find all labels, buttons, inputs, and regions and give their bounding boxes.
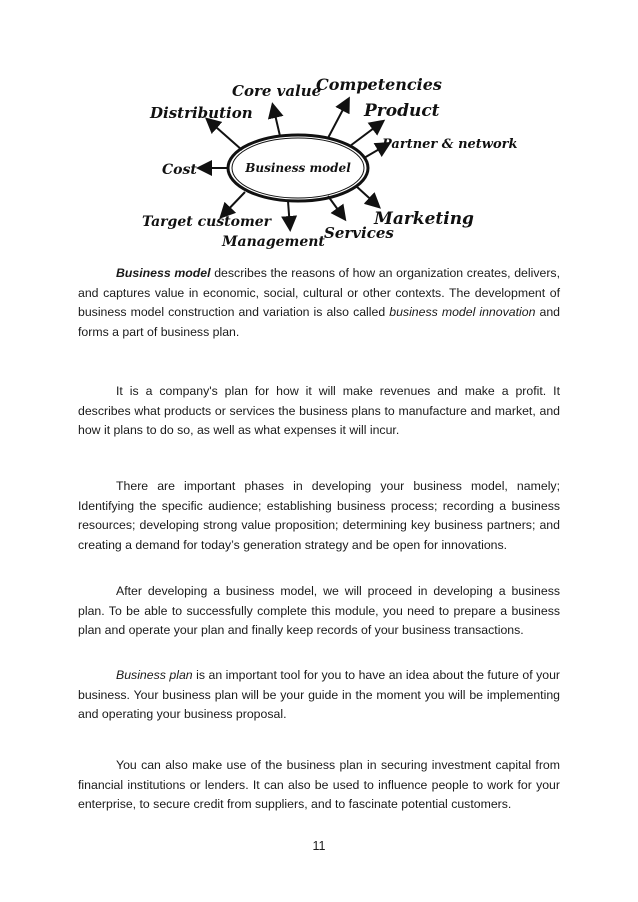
label-product: Product [364,101,440,121]
term-business-model: Business model [116,266,211,280]
business-model-diagram [130,68,530,258]
label-target-customer: Target customer [142,214,272,230]
paragraph-company-plan [78,382,560,441]
paragraph-text: and forms a part of business plan. [78,305,560,339]
paragraph-text: describes the reasons of how an organization creates, delivers, and captures value in economic, social, cultural or other contexts. The development of business model construction and variation is also called [78,266,560,319]
paragraph-text: There are important phases in developing your business model, namely; Identifying the specific audience; establishing business process; recording a business resources; developing strong value proposition; determining key business partners; and creating a demand for today’s generation strategy and be open for innovations. [78,479,560,552]
paragraph-text: It is a company's plan for how it will make revenues and make a profit. It describes what products or services the business plans to manufacture and market, and how it plans to do so, as well as what expenses it will incur. [78,384,560,437]
arrow-marketing [356,186,378,206]
paragraph-text: is an important tool for you to have an idea about the future of your business. Your business plan will be your guide in the moment you will be implementing and operating your business proposal. [78,668,561,721]
label-services: Services [324,224,394,242]
page-number: 11 [312,839,326,853]
arrow-product [350,122,382,146]
paragraph-text: You can also make use of the business plan in securing investment capital from financial institutions or lenders. It can also be used to influence people to work for your enterprise, to secure credit from suppliers, and to fascinate potential customers. [78,758,560,811]
paragraph-developing-plan [78,582,560,641]
label-management: Management [222,234,325,250]
label-competencies: Competencies [316,75,442,94]
label-core-value: Core value [232,82,322,100]
arrow-services [328,196,344,218]
paragraph-phases [78,477,560,555]
arrow-management [288,201,290,228]
paragraph-business-plan [78,666,560,725]
diagram-drawing [130,68,530,258]
center-label: Business model [245,161,351,175]
arrow-competencies [328,100,348,138]
label-distribution: Distribution [150,104,253,122]
arrow-distribution [208,120,242,150]
term-business-model-innovation: business model innovation [389,305,536,319]
arrow-core-value [273,106,280,136]
paragraph-investment [78,756,560,815]
arrow-target-customer [222,192,245,216]
paragraph-business-model [78,264,560,342]
label-marketing: Marketing [374,209,474,229]
label-cost: Cost [162,162,197,178]
label-partner-network: Partner & network [382,137,518,152]
paragraph-text: After developing a business model, we will proceed in developing a business plan. To be able to successfully complete this module, you need to prepare a business plan and operate your plan and finally keep records of your business transactions. [78,584,560,637]
term-business-plan: Business plan [116,668,193,682]
